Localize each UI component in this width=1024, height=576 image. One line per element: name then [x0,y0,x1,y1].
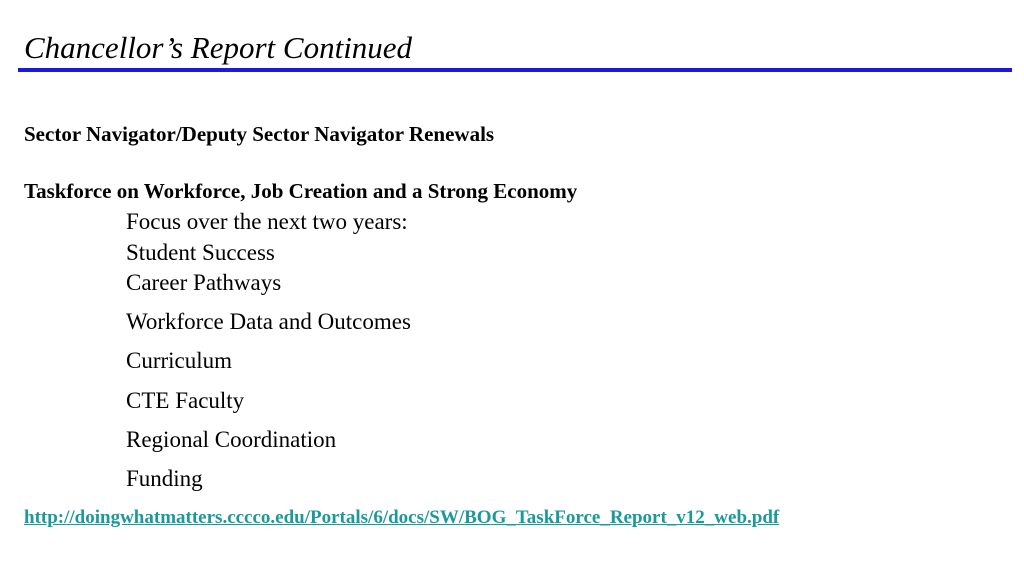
title-underline [18,68,1012,72]
slide-title: Chancellor’s Report Continued [24,30,413,65]
focus-intro: Focus over the next two years: [126,209,408,234]
focus-item-funding: Funding [126,466,203,491]
sector-navigator-heading: Sector Navigator/Deputy Sector Navigator Renewals [24,122,495,146]
focus-item-regional-coordination: Regional Coordination [126,427,337,452]
focus-item-student-success: Student Success [126,240,275,265]
focus-item-workforce-data: Workforce Data and Outcomes [126,309,411,334]
taskforce-heading: Taskforce on Workforce, Job Creation and a Strong Economy [24,179,578,203]
focus-item-cte-faculty: CTE Faculty [126,388,245,413]
focus-item-career-pathways: Career Pathways [126,270,282,295]
focus-item-curriculum: Curriculum [126,348,233,373]
taskforce-report-link[interactable]: http://doingwhatmatters.cccco.edu/Portals/6/docs/SW/BOG_TaskForce_Report_v12_web.pdf [24,507,780,528]
